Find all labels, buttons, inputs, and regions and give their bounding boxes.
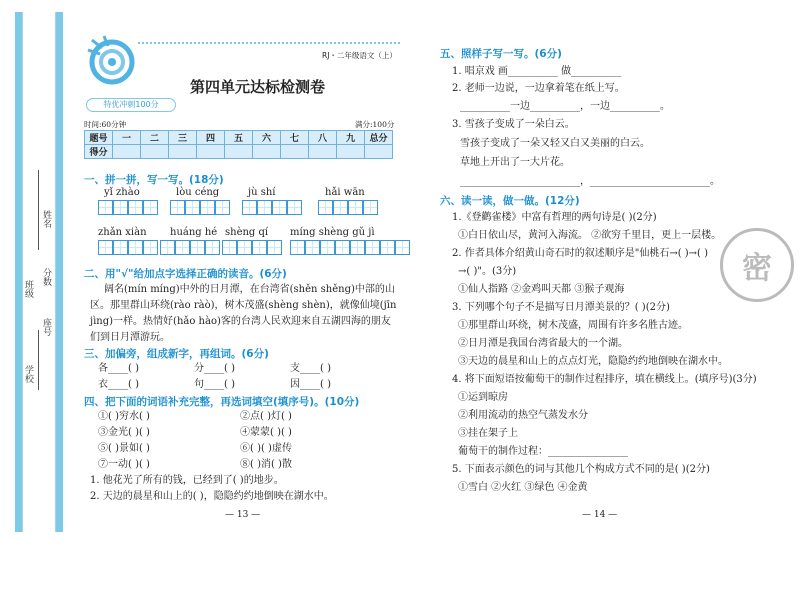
score-cell: 六: [253, 131, 281, 145]
gutter-seat-label: 座号: [41, 318, 51, 336]
slogan-badge: 特优冲刺100分: [86, 98, 176, 112]
writing-grid[interactable]: [98, 240, 158, 258]
gutter-line: [38, 330, 39, 390]
score-input[interactable]: [225, 145, 253, 159]
score-cell: 二: [141, 131, 169, 145]
radical-item: 支____( ): [290, 363, 331, 374]
logo-swirl: [82, 32, 138, 88]
page-title: 第四单元达标检测卷: [190, 78, 326, 96]
score-cell: 总分: [365, 131, 393, 145]
score-cell: 四: [197, 131, 225, 145]
q6-line: ①白日依山尽，黄河入海流。 ②欲穷千里目，更上一层楼。: [458, 230, 722, 241]
writing-grid[interactable]: [98, 200, 158, 218]
subject-tag: RJ・二年级语文（上）: [322, 51, 397, 60]
section-4-title: 四、把下面的词语补充完整，再选词填空(填序号)。(10分): [84, 396, 360, 408]
passage-line: jìng)一样。热情好(hǎo hào)客的台湾人民欢迎来自五湖四海的朋友: [90, 316, 391, 327]
score-cell: 九: [337, 131, 365, 145]
idiom-item: ⑤( )景如( ): [98, 443, 150, 454]
page-number-left: — 13 —: [225, 510, 261, 520]
passage-line: 阔名(mín míng)中外的日月潭，在台湾省(shěn shěng)中部的山: [104, 284, 395, 295]
score-cell: 题号: [85, 131, 113, 145]
q6-line: ①运到晾房: [458, 392, 508, 403]
q5-1: 1. 唱京戏 画__________ 做__________: [452, 66, 622, 77]
pinyin-1: yǐ zhào: [104, 187, 140, 198]
gutter-name-label: 姓名: [41, 210, 51, 228]
idiom-item: ⑧( )消( )散: [240, 459, 292, 470]
fill-question: 2. 天边的晨星和山上的( )，隐隐约约地倒映在湖水中。: [90, 491, 334, 502]
pinyin-2: lòu céng: [176, 187, 220, 198]
score-input[interactable]: [197, 145, 225, 159]
pinyin-8: míng shèng gǔ jì: [290, 227, 375, 238]
time-limit: 时间:60分钟: [84, 120, 127, 129]
q5-3-blank: ________________________，________________________。: [460, 176, 720, 187]
idiom-item: ⑦一动( )( ): [98, 459, 150, 470]
score-input[interactable]: [169, 145, 197, 159]
writing-grid[interactable]: [242, 200, 302, 218]
idiom-item: ①( )穷水( ): [98, 411, 150, 422]
page-number-right: — 14 —: [582, 510, 618, 520]
pinyin-3: jù shí: [248, 187, 276, 198]
writing-grid[interactable]: [222, 240, 282, 258]
writing-grid[interactable]: [318, 200, 378, 218]
radical-item: 分____( ): [194, 363, 235, 374]
score-input[interactable]: [253, 145, 281, 159]
q6-line: 2. 作者具体介绍黄山奇石时的叙述顺序是"仙桃石→( )→( ): [452, 248, 709, 259]
section-2-title: 二、用"√"给加点字选择正确的读音。(6分): [84, 268, 287, 280]
q5-3-example: 雪孩子变成了一朵又轻又白又美丽的白云。: [460, 138, 650, 149]
score-input[interactable]: [365, 145, 393, 159]
score-table: [84, 130, 393, 159]
pinyin-4: hǎi wān: [325, 187, 365, 198]
section-6-title: 六、读一读，做一做。(12分): [440, 195, 580, 207]
score-input[interactable]: [141, 145, 169, 159]
radical-item: 各____( ): [98, 363, 139, 374]
q5-2-blank: __________一边__________，一边__________。: [460, 101, 670, 112]
pinyin-7: shèng qí: [225, 227, 269, 238]
gutter-score-label: 分数: [41, 268, 51, 286]
score-cell: 五: [225, 131, 253, 145]
idiom-item: ③金光( )( ): [98, 427, 150, 438]
score-cell: 得分: [85, 145, 113, 159]
q6-line: ①仙人指路 ②金鸡叫天都 ③猴子观海: [458, 284, 625, 295]
gutter-class-label: 班级: [23, 280, 33, 298]
score-cell: 一: [113, 131, 141, 145]
q6-line: ③天边的晨星和山上的点点灯光，隐隐约约地倒映在湖水中。: [458, 356, 728, 367]
confidential-stamp: 密: [720, 228, 794, 302]
radical-item: 因____( ): [290, 379, 331, 390]
section-5-title: 五、照样子写一写。(6分): [440, 48, 562, 60]
q6-line: 葡萄干的制作过程：________________: [458, 446, 628, 457]
idiom-item: ⑥( )( )虚传: [240, 443, 292, 454]
radical-item: 衣____( ): [98, 379, 139, 390]
fill-question: 1. 他花光了所有的钱，已经到了( )的地步。: [90, 475, 284, 486]
score-header-row: [85, 131, 393, 145]
score-input[interactable]: [113, 145, 141, 159]
idiom-item: ②点( )灯( ): [240, 411, 292, 422]
section-3-title: 三、加偏旁，组成新字，再组词。(6分): [84, 348, 269, 360]
pinyin-5: zhǎn xiàn: [98, 227, 147, 238]
score-input[interactable]: [309, 145, 337, 159]
passage-line: 区。那里群山环绕(rào ràò)，树木茂盛(shèng shèn)，就像仙境(jīn: [90, 300, 397, 311]
radical-item: 句____( ): [194, 379, 235, 390]
q6-line: ②利用流动的热空气蒸发水分: [458, 410, 588, 421]
q6-line: 4. 将下面短语按葡萄干的制作过程排序，填在横线上。(填序号)(3分): [452, 374, 757, 385]
writing-grid[interactable]: [160, 240, 220, 258]
q6-line: 5. 下面表示颜色的词与其他几个构成方式不同的是( )(2分): [452, 464, 710, 475]
score-input[interactable]: [337, 145, 365, 159]
writing-grid[interactable]: [290, 240, 410, 258]
q5-3-prompt: 草地上开出了一大片花。: [460, 157, 570, 168]
gutter-line: [38, 170, 39, 250]
score-input[interactable]: [281, 145, 309, 159]
q6-line: ①雪白 ②火红 ③绿色 ④金黄: [458, 482, 588, 493]
q6-line: ③挂在架子上: [458, 428, 518, 439]
writing-grid[interactable]: [170, 200, 230, 218]
score-value-row: [85, 145, 393, 159]
score-cell: 七: [281, 131, 309, 145]
score-cell: 八: [309, 131, 337, 145]
idiom-item: ④蒙蒙( )( ): [240, 427, 292, 438]
passage-line: 们到日月潭游玩。: [90, 332, 170, 343]
section-1-title: 一、拼一拼，写一写。(18分): [84, 174, 224, 186]
pinyin-6: huáng hé: [170, 227, 218, 238]
q5-2: 2. 老师一边说，一边拿着笔在纸上写。: [452, 83, 625, 94]
gutter-school-label: 学校: [23, 365, 33, 383]
q6-line: 3. 下列哪个句子不是描写日月潭美景的？( )(2分): [452, 302, 670, 313]
full-score: 满分:100分: [355, 120, 395, 129]
q5-3: 3. 雪孩子变成了一朵白云。: [452, 119, 575, 130]
q6-line: 1.《登鹳雀楼》中富有哲理的两句诗是( )(2分): [452, 212, 657, 223]
score-cell: 三: [169, 131, 197, 145]
q6-line: ①那里群山环绕，树木茂盛，周围有许多名胜古迹。: [458, 320, 688, 331]
q6-line: →( )"。(3分): [458, 266, 517, 277]
q6-line: ②日月潭是我国台湾省最大的一个湖。: [458, 338, 628, 349]
